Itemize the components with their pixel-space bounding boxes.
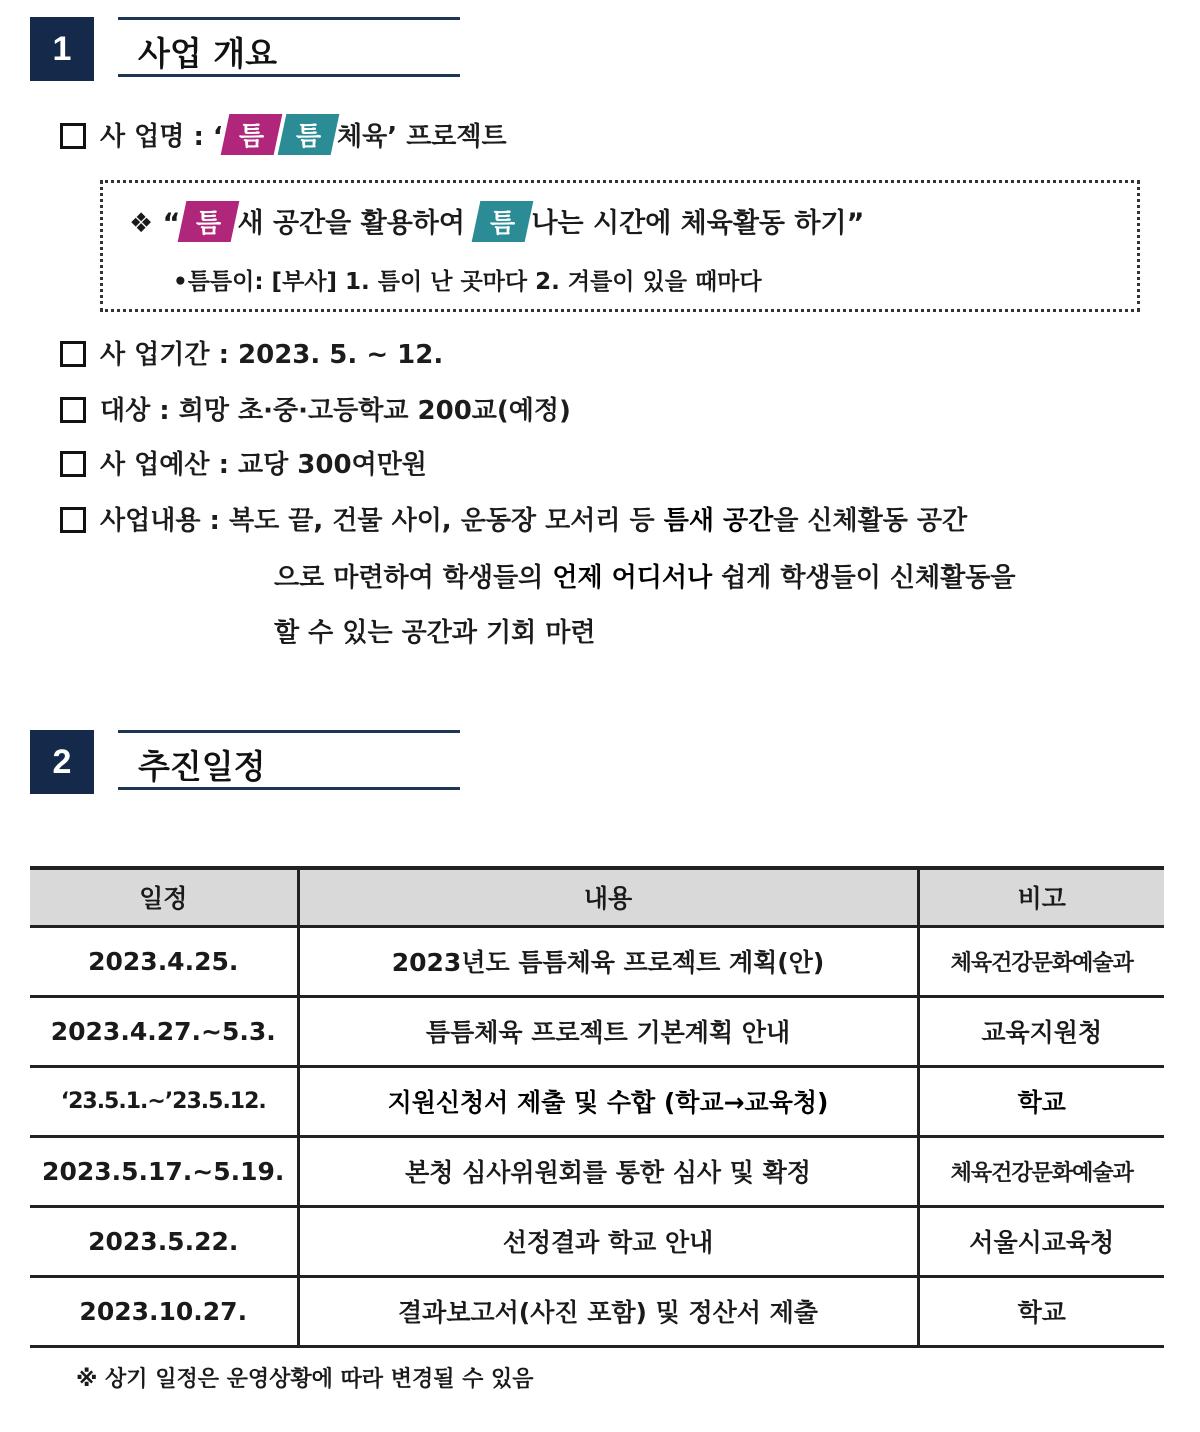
cell-note: 체육건강문화예술과: [918, 1136, 1164, 1206]
checkbox-icon: [60, 397, 86, 423]
table-row: [30, 1136, 1164, 1206]
content-emphasis-1: 틈새 공간: [663, 506, 774, 536]
project-name-label: 사 업명 : ‘: [100, 122, 223, 152]
schedule-table: [30, 866, 1164, 1348]
cell-content: 지원신청서 제출 및 수합 (학교→교육청): [298, 1066, 918, 1136]
target-text: 대상 : 희망 초·중·고등학교 200교(예정): [100, 396, 571, 426]
table-row: [30, 1066, 1164, 1136]
section-title: 사업 개요: [138, 34, 278, 73]
section-title-frame: [118, 730, 460, 790]
section-title-frame: [118, 17, 460, 77]
cell-content: 선정결과 학교 안내: [298, 1206, 918, 1276]
slogan-box: [100, 180, 1140, 312]
table-row: [30, 926, 1164, 996]
period-row: [60, 334, 443, 371]
content-text-1: 을 신체활동 공간: [773, 506, 968, 536]
badge-teal: 틈: [278, 114, 340, 155]
section-number: 1: [30, 17, 94, 81]
budget-row: [60, 444, 427, 481]
col-header-note: 비고: [918, 868, 1164, 926]
checkbox-icon: [60, 507, 86, 533]
cell-date: ‘23.5.1.~’23.5.12.: [30, 1066, 298, 1136]
content-line-2: [274, 557, 1016, 594]
col-header-content: 내용: [298, 868, 918, 926]
col-header-date: 일정: [30, 868, 298, 926]
cell-content: 본청 심사위원회를 통한 심사 및 확정: [298, 1136, 918, 1206]
checkbox-icon: [60, 341, 86, 367]
checkbox-icon: [60, 451, 86, 477]
cell-note: 서울시교육청: [918, 1206, 1164, 1276]
table-row: [30, 1206, 1164, 1276]
checkbox-icon: [60, 123, 86, 149]
slogan-end: 나는 시간에 체육활동 하기”: [531, 208, 865, 239]
badge-pink: 틈: [178, 201, 240, 242]
content-text-2b: 쉽게 학생들이 신체활동을: [712, 563, 1016, 593]
definition-line: •틈틈이: [부사] 1. 틈이 난 곳마다 2. 겨를이 있을 때마다: [173, 269, 762, 295]
cell-content: 결과보고서(사진 포함) 및 정산서 제출: [298, 1276, 918, 1346]
section-1-header: [30, 17, 460, 87]
cell-date: 2023.10.27.: [30, 1276, 298, 1346]
project-name-tail: 체육’ 프로젝트: [337, 122, 507, 152]
table-header-row: [30, 868, 1164, 926]
badge-teal: 틈: [472, 201, 534, 242]
cell-date: 2023.4.25.: [30, 926, 298, 996]
section-2-header: [30, 730, 460, 800]
cell-content: 2023년도 틈틈체육 프로젝트 계획(안): [298, 926, 918, 996]
badge-pink: 틈: [220, 114, 282, 155]
slogan-mid: 새 공간을 활용하여: [237, 208, 475, 239]
project-name-row: [60, 114, 507, 155]
content-row: [60, 500, 967, 537]
cell-note: 학교: [918, 1066, 1164, 1136]
cell-note: 교육지원청: [918, 996, 1164, 1066]
cell-note: 학교: [918, 1276, 1164, 1346]
content-label: 사업내용 : 복도 끝, 건물 사이, 운동장 모서리 등: [100, 506, 664, 536]
table-row: [30, 1276, 1164, 1346]
period-text: 사 업기간 : 2023. 5. ~ 12.: [100, 340, 444, 370]
budget-text: 사 업예산 : 교당 300여만원: [100, 450, 427, 480]
table-row: [30, 996, 1164, 1066]
cell-date: 2023.5.22.: [30, 1206, 298, 1276]
content-text-2a: 으로 마련하여 학생들의: [274, 563, 553, 593]
cell-date: 2023.5.17.~5.19.: [30, 1136, 298, 1206]
footnote: ※ 상기 일정은 운영상황에 따라 변경될 수 있음: [76, 1367, 534, 1392]
cell-note: 체육건강문화예술과: [918, 926, 1164, 996]
content-line-3: 할 수 있는 공간과 기회 마련: [274, 618, 596, 648]
cell-content: 틈틈체육 프로젝트 기본계획 안내: [298, 996, 918, 1066]
slogan-prefix: ❖ “: [129, 208, 181, 239]
target-row: [60, 390, 571, 427]
section-number: 2: [30, 730, 94, 794]
content-emphasis-2: 언제 어디서나: [552, 563, 713, 593]
cell-date: 2023.4.27.~5.3.: [30, 996, 298, 1066]
slogan-line: [129, 201, 864, 242]
section-title: 추진일정: [138, 747, 266, 786]
